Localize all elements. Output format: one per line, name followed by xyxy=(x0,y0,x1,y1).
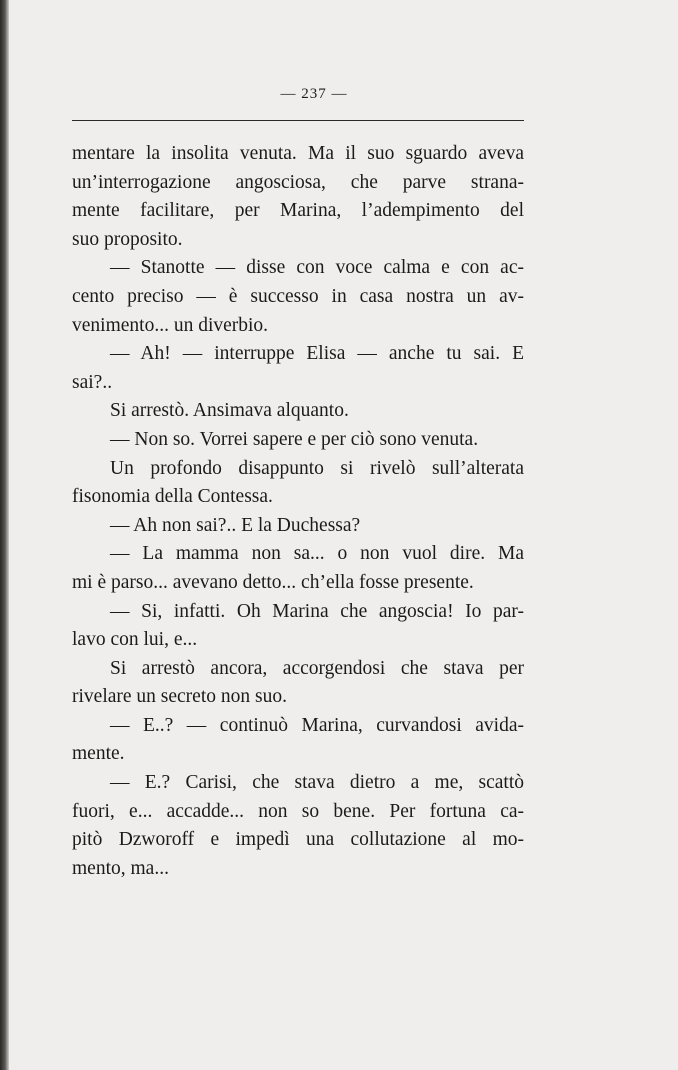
text-line: — Si, infatti. Oh Marina che angoscia! Io par- xyxy=(110,600,524,622)
text-line: rivelare un secreto non suo. xyxy=(72,686,287,708)
text-line: suo proposito. xyxy=(72,228,183,250)
text-line: cento preciso — è successo in casa nostra un av- xyxy=(72,285,524,307)
text-line: mento, ma... xyxy=(72,857,169,879)
text-line: mente facilitare, per Marina, l’adempimento del xyxy=(72,200,524,222)
text-line: — Stanotte — disse con voce calma e con ac- xyxy=(110,257,524,279)
header-rule xyxy=(72,120,524,121)
book-spine-shadow xyxy=(0,0,9,1070)
text-line: venimento... un diverbio. xyxy=(72,314,269,336)
text-line: mente. xyxy=(72,743,125,765)
body-text xyxy=(72,140,524,883)
text-line: — Ah non sai?.. E la Duchessa? xyxy=(110,514,361,536)
text-line: pitò Dzworoff e impedì una collutazione al mo- xyxy=(72,829,524,851)
text-line: — Ah! — interruppe Elisa — anche tu sai. E xyxy=(110,343,524,365)
text-line: mi è parso... avevano detto... ch’ella fosse presente. xyxy=(72,571,474,593)
text-line: fisonomia della Contessa. xyxy=(72,486,273,508)
text-line: mentare la insolita venuta. Ma il suo sguardo aveva xyxy=(72,143,524,164)
text-line: fuori, e... accadde... non so bene. Per fortuna ca- xyxy=(72,800,524,822)
text-line: — Non so. Vorrei sapere e per ciò sono venuta. xyxy=(110,428,479,450)
text-line: Si arrestò. Ansimava alquanto. xyxy=(110,400,349,422)
text-line: un’interrogazione angosciosa, che parve strana- xyxy=(72,171,524,193)
text-line: lavo con lui, e... xyxy=(72,629,198,651)
text-line: — La mamma non sa... o non vuol dire. Ma xyxy=(110,543,524,565)
text-line: sai?.. xyxy=(72,371,113,393)
text-line: — E.? Carisi, che stava dietro a me, scattò xyxy=(110,772,524,794)
text-line: Un profondo disappunto si rivelò sull’alterata xyxy=(110,457,524,479)
text-line: Si arrestò ancora, accorgendosi che stava per xyxy=(110,657,524,679)
book-page xyxy=(9,0,678,1070)
page-number: — 237 — xyxy=(280,86,348,102)
text-line: — E..? — continuò Marina, curvandosi avida- xyxy=(110,714,524,736)
